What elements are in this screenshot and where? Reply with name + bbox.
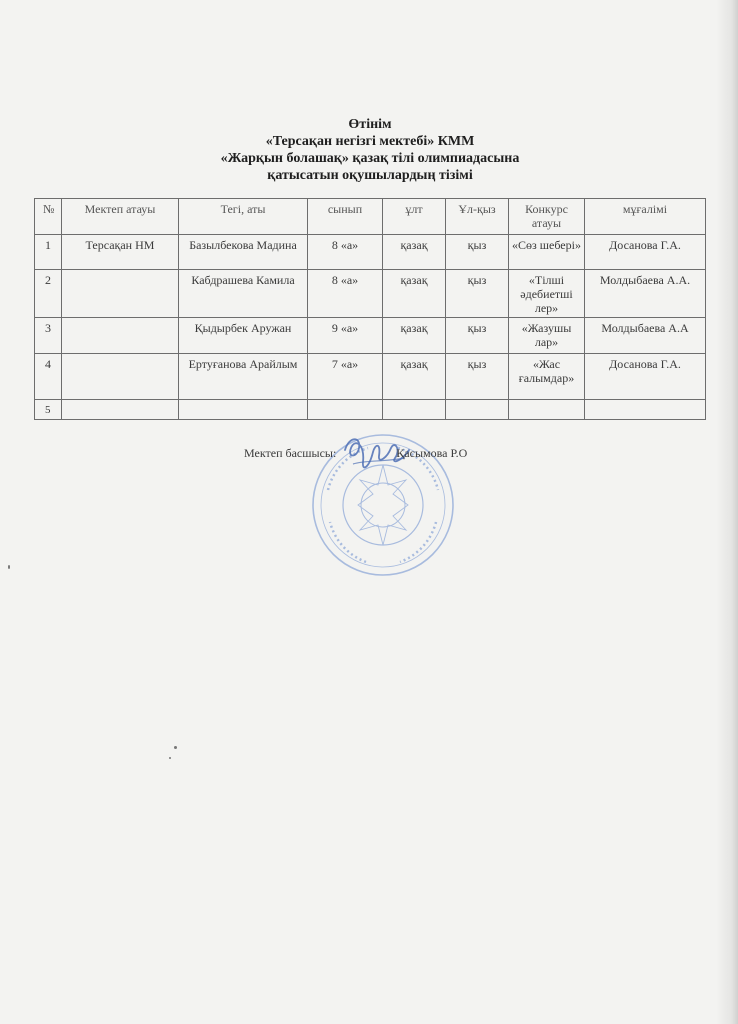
cell-contest [509, 400, 585, 420]
cell-gender: қыз [446, 354, 509, 400]
cell-school: Терсақан НМ [62, 235, 179, 270]
cell-nationality: қазақ [383, 354, 446, 400]
cell-grade: 9 «а» [308, 318, 383, 354]
cell-nationality [383, 400, 446, 420]
cell-teacher: Молдыбаева А.А. [585, 270, 706, 318]
column-header-school: Мектеп атауы [62, 199, 179, 235]
cell-name: Базылбекова Мадина [179, 235, 308, 270]
scan-speck [8, 565, 10, 569]
header-subtitle: қатысатын оқушылардың тізімі [267, 168, 473, 183]
header-school: «Терсақан негізгі мектебі» КММ [265, 134, 475, 149]
cell-teacher: Досанова Г.А. [585, 235, 706, 270]
cell-name [179, 400, 308, 420]
cell-contest: «Сөз шебері» [509, 235, 585, 270]
cell-teacher: Досанова Г.А. [585, 354, 706, 400]
cell-school [62, 318, 179, 354]
cell-nationality: қазақ [383, 235, 446, 270]
cell-gender [446, 400, 509, 420]
header-title: Өтінім [348, 117, 392, 132]
scan-speck [174, 746, 177, 749]
cell-name: Ертуғанова Арайлым [179, 354, 308, 400]
table-header-row [35, 199, 706, 235]
cell-grade: 8 «а» [308, 270, 383, 318]
table-row [35, 318, 706, 354]
cell-gender: қыз [446, 318, 509, 354]
cell-nationality: қазақ [383, 270, 446, 318]
cell-number: 1 [35, 235, 62, 270]
cell-grade: 8 «а» [308, 235, 383, 270]
cell-school [62, 354, 179, 400]
column-header-name: Тегі, аты [179, 199, 308, 235]
participants-table [34, 198, 706, 420]
table-row [35, 400, 706, 420]
column-header-teacher: мұғалімі [585, 199, 706, 235]
cell-grade [308, 400, 383, 420]
cell-name: Қыдырбек Аружан [179, 318, 308, 354]
column-header-grade: сынып [308, 199, 383, 235]
document-header [170, 116, 570, 184]
table-row [35, 354, 706, 400]
cell-teacher [585, 400, 706, 420]
table-row [35, 270, 706, 318]
page-edge-shadow [716, 0, 738, 1024]
column-header-gender: Ұл-қыз [446, 199, 509, 235]
cell-number: 4 [35, 354, 62, 400]
cell-number: 2 [35, 270, 62, 318]
cell-gender: қыз [446, 235, 509, 270]
cell-grade: 7 «а» [308, 354, 383, 400]
cell-nationality: қазақ [383, 318, 446, 354]
header-olympiad: «Жарқын болашақ» қазақ тілі олимпиадасына [220, 151, 520, 166]
cell-name: Кабдрашева Камила [179, 270, 308, 318]
cell-contest: «Тілші әдебиетші лер» [509, 270, 585, 318]
cell-teacher: Молдыбаева А.А [585, 318, 706, 354]
cell-number: 5 [35, 400, 62, 420]
column-header-nationality: ұлт [383, 199, 446, 235]
cell-contest: «Жас ғалымдар» [509, 354, 585, 400]
cell-contest: «Жазушы лар» [509, 318, 585, 354]
scan-speck [169, 757, 171, 759]
cell-school [62, 270, 179, 318]
column-header-number: № [35, 199, 62, 235]
signature-line [244, 446, 467, 461]
cell-school [62, 400, 179, 420]
signature-name: Қасымова Р.О [396, 446, 468, 460]
table-row [35, 235, 706, 270]
cell-gender: қыз [446, 270, 509, 318]
column-header-contest: Конкурс атауы [509, 199, 585, 235]
cell-number: 3 [35, 318, 62, 354]
signature-label: Мектеп басшысы: [244, 446, 337, 460]
